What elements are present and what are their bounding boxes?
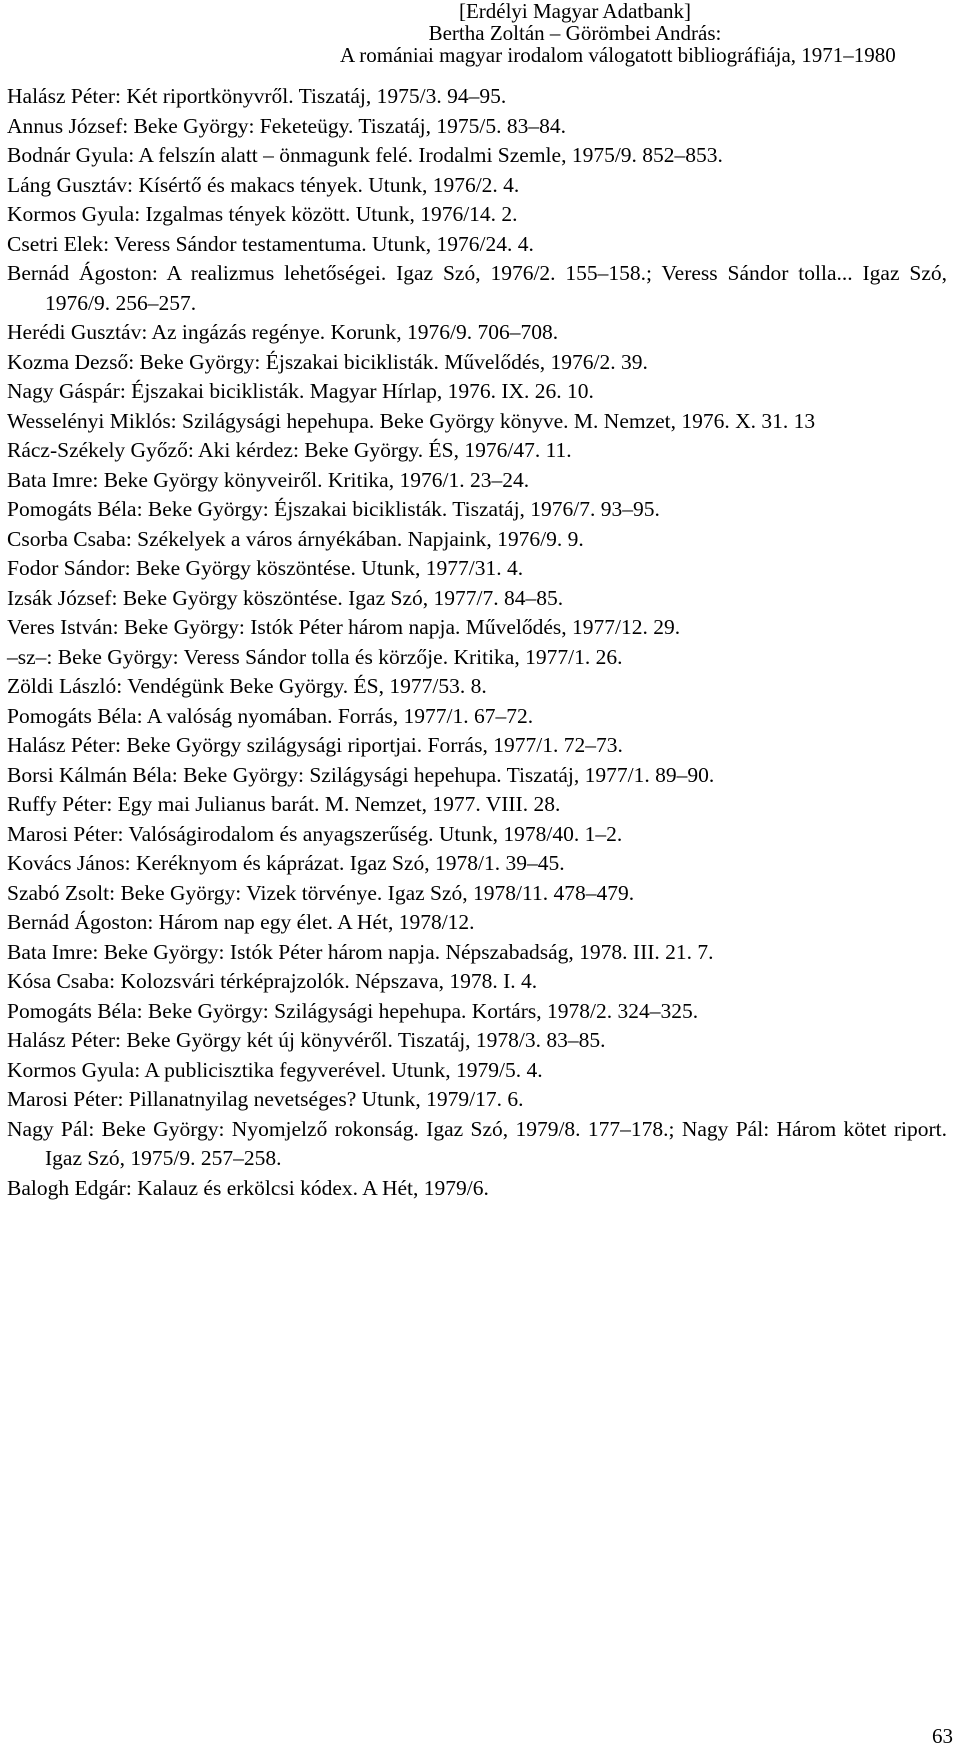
bibliography-entry: Ruffy Péter: Egy mai Julianus barát. M. Nemzet, 1977. VIII. 28. (7, 792, 561, 816)
header-source: [Erdélyi Magyar Adatbank] (458, 0, 692, 23)
bibliography-entry: Kósa Csaba: Kolozsvári térképrajzolók. Népszava, 1978. I. 4. (7, 969, 538, 993)
bibliography-list (7, 82, 947, 1203)
bibliography-entry: Rácz-Székely Győző: Aki kérdez: Beke György. ÉS, 1976/47. 11. (7, 438, 572, 462)
bibliography-entry: Borsi Kálmán Béla: Beke György: Szilágysági hepehupa. Tiszatáj, 1977/1. 89–90. (7, 762, 715, 787)
bibliography-entry: Marosi Péter: Valóságirodalom és anyagszerűség. Utunk, 1978/40. 1–2. (7, 821, 623, 846)
bibliography-entry: Veres István: Beke György: Istók Péter három napja. Művelődés, 1977/12. 29. (7, 615, 681, 639)
bibliography-entry: Balogh Edgár: Kalauz és erkölcsi kódex. A Hét, 1979/6. (7, 1175, 489, 1200)
bibliography-entry: Kormos Gyula: Izgalmas tények között. Utunk, 1976/14. 2. (7, 202, 518, 226)
bibliography-entry: Nagy Gáspár: Éjszakai biciklisták. Magyar Hírlap, 1976. IX. 26. 10. (7, 379, 594, 403)
bibliography-entry: –sz–: Beke György: Veress Sándor tolla és körzője. Kritika, 1977/1. 26. (7, 644, 623, 669)
bibliography-entry: Kormos Gyula: A publicisztika fegyverével. Utunk, 1979/5. 4. (7, 1057, 543, 1082)
bibliography-entry: Bata Imre: Beke György könyveiről. Kritika, 1976/1. 23–24. (7, 467, 530, 492)
header-authors: Bertha Zoltán – Görömbei András: (428, 21, 722, 45)
header-title: A romániai magyar irodalom válogatott bibliográfiája, 1971–1980 (340, 43, 896, 67)
bibliography-entry: Fodor Sándor: Beke György köszöntése. Utunk, 1977/31. 4. (7, 556, 524, 580)
bibliography-entry: Wesselényi Miklós: Szilágysági hepehupa. Beke György könyve. M. Nemzet, 1976. X. 31. 13 (7, 408, 816, 433)
bibliography-entry: Kozma Dezső: Beke György: Éjszakai biciklisták. Művelődés, 1976/2. 39. (7, 349, 648, 374)
bibliography-entry: Annus József: Beke György: Feketeügy. Tiszatáj, 1975/5. 83–84. (7, 113, 566, 138)
bibliography-entry: Izsák József: Beke György köszöntése. Igaz Szó, 1977/7. 84–85. (7, 585, 564, 610)
bibliography-entry: Halász Péter: Beke György két új könyvéről. Tiszatáj, 1978/3. 83–85. (7, 1028, 606, 1052)
bibliography-entry: Szabó Zsolt: Beke György: Vizek törvénye. Igaz Szó, 1978/11. 478–479. (7, 880, 635, 905)
bibliography-entry: Halász Péter: Két riportkönyvről. Tiszatáj, 1975/3. 94–95. (7, 84, 507, 108)
bibliography-entry: Zöldi László: Vendégünk Beke György. ÉS, 1977/53. 8. (7, 674, 487, 698)
bibliography-entry: Bernád Ágoston: A realizmus lehetőségei. Igaz Szó, 1976/2. 155–158.; Veress Sándor tolla... Igaz Szó, 1976/9. 256–257. (7, 261, 947, 315)
page-header (340, 0, 896, 67)
bibliography-entry: Bernád Ágoston: Három nap egy élet. A Hét, 1978/12. (7, 910, 475, 934)
bibliography-entry: Marosi Péter: Pillanatnyilag nevetséges? Utunk, 1979/17. 6. (7, 1087, 524, 1111)
page-number: 63 (932, 1724, 953, 1748)
bibliography-entry: Csorba Csaba: Székelyek a város árnyékában. Napjaink, 1976/9. 9. (7, 526, 584, 551)
bibliography-entry: Herédi Gusztáv: Az ingázás regénye. Korunk, 1976/9. 706–708. (7, 320, 559, 344)
bibliography-entry: Kovács János: Keréknyom és káprázat. Igaz Szó, 1978/1. 39–45. (7, 851, 565, 875)
bibliography-entry: Csetri Elek: Veress Sándor testamentuma. Utunk, 1976/24. 4. (7, 231, 534, 256)
bibliography-entry: Bodnár Gyula: A felszín alatt – önmagunk felé. Irodalmi Szemle, 1975/9. 852–853. (7, 143, 723, 167)
bibliography-entry: Pomogáts Béla: Beke György: Éjszakai biciklisták. Tiszatáj, 1976/7. 93–95. (7, 497, 660, 521)
bibliography-entry: Bata Imre: Beke György: Istók Péter három napja. Népszabadság, 1978. III. 21. 7. (7, 939, 714, 964)
bibliography-entry: Nagy Pál: Beke György: Nyomjelző rokonság. Igaz Szó, 1979/8. 177–178.; Nagy Pál: Három kötet riport. Igaz Szó, 1975/9. 257–258. (7, 1116, 947, 1170)
bibliography-entry: Láng Gusztáv: Kísértő és makacs tények. Utunk, 1976/2. 4. (7, 172, 520, 197)
bibliography-entry: Pomogáts Béla: A valóság nyomában. Forrás, 1977/1. 67–72. (7, 703, 534, 728)
bibliography-entry: Pomogáts Béla: Beke György: Szilágysági hepehupa. Kortárs, 1978/2. 324–325. (7, 998, 699, 1023)
bibliography-entry: Halász Péter: Beke György szilágysági riportjai. Forrás, 1977/1. 72–73. (7, 733, 623, 757)
